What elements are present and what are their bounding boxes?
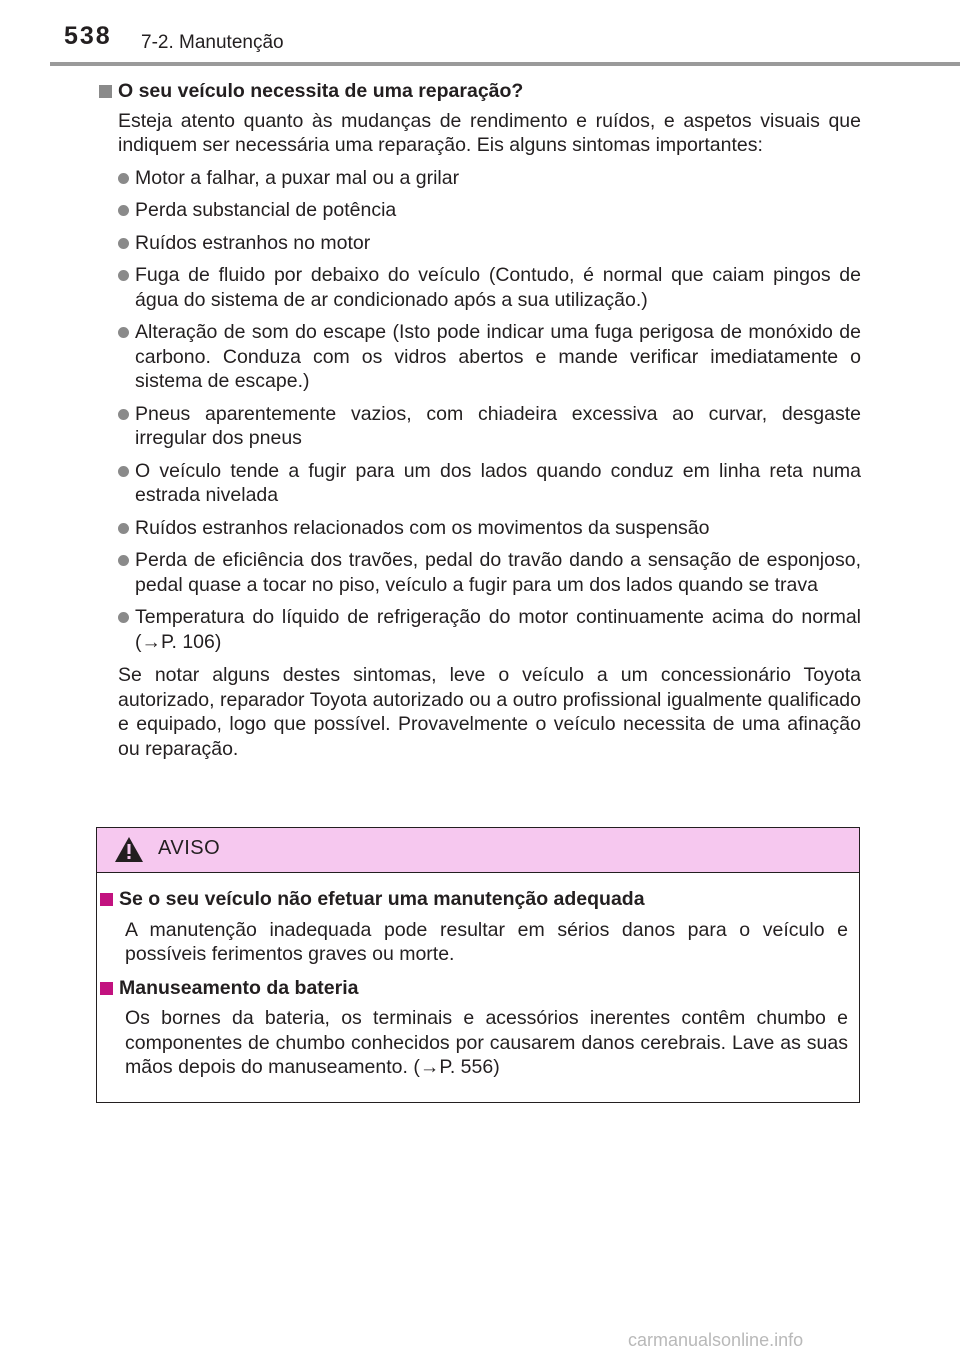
square-bullet-icon xyxy=(99,85,112,98)
list-item xyxy=(118,263,861,312)
warning-header xyxy=(97,828,859,873)
warning-box xyxy=(96,827,860,1103)
closing-paragraph: Se notar alguns destes sintomas, leve o veículo a um concessionário Toyota autorizado, reparador Toyota autorizado ou a outro profissional igualmente qualificado e equipado, logo que possível. Provavelmente o veículo necessita de uma afinação ou reparação. xyxy=(118,664,861,760)
symptom-list xyxy=(118,166,861,655)
header-rule xyxy=(50,62,960,66)
list-item-text: Perda substancial de potência xyxy=(135,199,397,221)
main-content xyxy=(99,79,861,761)
list-item-text: Temperatura do líquido de refrigeração do motor continuamente acima do normal (→P. 106) xyxy=(135,606,861,653)
list-item-text: Pneus aparentemente vazios, com chiadeira excessiva ao curvar, desgaste irregular dos pneus xyxy=(135,402,861,449)
circle-bullet-icon xyxy=(118,523,129,534)
circle-bullet-icon xyxy=(118,327,129,338)
watermark: carmanualsonline.info xyxy=(628,1330,804,1350)
list-item xyxy=(118,166,861,191)
list-item xyxy=(118,320,861,394)
circle-bullet-icon xyxy=(118,555,129,566)
list-item-text: Motor a falhar, a puxar mal ou a grilar xyxy=(135,166,460,189)
circle-bullet-icon xyxy=(118,205,129,216)
circle-bullet-icon xyxy=(118,270,129,281)
warning-triangle-icon xyxy=(114,836,144,863)
warning-body xyxy=(100,887,848,1080)
warning-section-heading-text: Manuseamento da bateria xyxy=(119,976,359,999)
warning-section-text: A manutenção inadequada pode resultar em sérios danos para o veículo e possíveis ferimentos graves ou morte. xyxy=(125,918,848,965)
list-item-text: Ruídos estranhos no motor xyxy=(135,231,371,254)
warning-title: AVISO xyxy=(158,837,221,859)
list-item xyxy=(118,548,861,597)
warning-section-heading xyxy=(100,976,848,1001)
list-item-text: Alteração de som do escape (Isto pode indicar uma fuga perigosa de monóxido de carbono. Conduza com os vidros abertos e mande verificar imediatamente o sistema de escape.) xyxy=(135,321,861,392)
list-item xyxy=(118,198,861,223)
list-item xyxy=(118,231,861,256)
circle-bullet-icon xyxy=(118,173,129,184)
warning-section-heading xyxy=(100,887,848,912)
circle-bullet-icon xyxy=(118,409,129,420)
list-item xyxy=(118,459,861,508)
intro-paragraph: Esteja atento quanto às mudanças de rendimento e ruídos, e aspetos visuais que indiquem ser necessária uma reparação. Eis alguns sintomas importantes: xyxy=(118,109,861,156)
page-number: 538 xyxy=(64,22,112,50)
section-heading xyxy=(99,79,861,104)
warning-section xyxy=(100,976,848,1080)
circle-bullet-icon xyxy=(118,612,129,623)
section-title: 7-2. Manutenção xyxy=(141,32,284,53)
warning-section-text: Os bornes da bateria, os terminais e acessórios inerentes contêm chumbo e componentes de chumbo conhecidos por causarem danos cerebrais. Lave as suas mãos depois do manuseamento. (→P. 556) xyxy=(125,1007,848,1078)
warning-section-heading-text: Se o seu veículo não efetuar uma manutenção adequada xyxy=(119,888,645,910)
circle-bullet-icon xyxy=(118,238,129,249)
warning-section xyxy=(100,887,848,967)
square-bullet-icon xyxy=(100,982,113,995)
section-heading-text: O seu veículo necessita de uma reparação? xyxy=(118,80,524,102)
list-item-text: Perda de eficiência dos travões, pedal do travão dando a sensação de esponjoso, pedal quase a tocar no piso, veículo a fugir para um dos lados quando se trava xyxy=(135,549,861,596)
list-item-text: Fuga de fluido por debaixo do veículo (Contudo, é normal que caiam pingos de água do sistema de ar condicionado após a sua utilização.) xyxy=(135,264,861,311)
square-bullet-icon xyxy=(100,893,113,906)
circle-bullet-icon xyxy=(118,466,129,477)
list-item xyxy=(118,605,861,654)
list-item xyxy=(118,516,861,541)
list-item-text: O veículo tende a fugir para um dos lados quando conduz em linha reta numa estrada nivelada xyxy=(135,459,861,506)
list-item xyxy=(118,402,861,451)
list-item-text: Ruídos estranhos relacionados com os movimentos da suspensão xyxy=(135,516,710,539)
